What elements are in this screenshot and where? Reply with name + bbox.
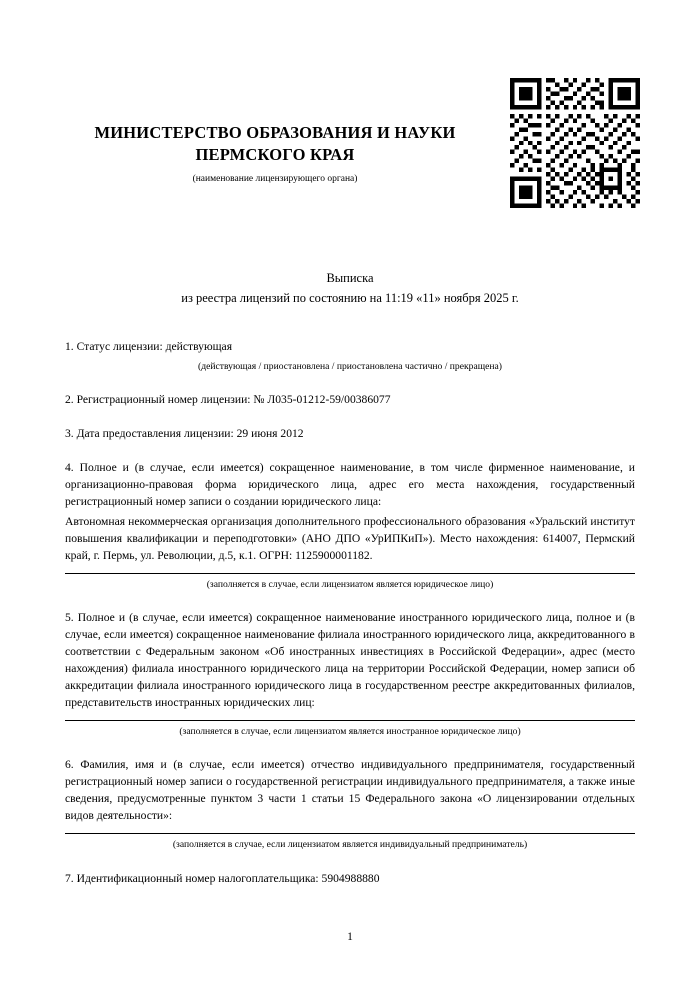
item-4-note: (заполняется в случае, если лицензиатом является юридическое лицо)	[206, 578, 494, 590]
document-title	[65, 268, 635, 308]
item-4-legal-entity-value: Автономная некоммерческая организация дополнительного профессионального образования «Уральский институт повышения квалификации и переподготовки» (АНО ДПО «УрИПКиП»). Место нахождения: 614007, Пермский край, г. Пермь, ул. Революции, д.5, к.1. ОГРН: 1125900001182.	[65, 514, 635, 562]
issuing-authority-title: МИНИСТЕРСТВО ОБРАЗОВАНИЯ И НАУКИ ПЕРМСКОГО КРАЯ	[94, 123, 456, 165]
item-5-note: (заполняется в случае, если лицензиатом является иностранное юридическое лицо)	[179, 726, 521, 738]
item-5-rule	[65, 720, 635, 721]
item-6-note: (заполняется в случае, если лицензиатом является индивидуальный предприниматель)	[172, 839, 528, 851]
item-4-legal-entity-label: 4. Полное и (в случае, если имеется) сокращенное наименование, в том числе фирменное наименование, и организационно-правовая форма юридического лица, адрес его места нахождения, государственный регистрационный номер записи о создании юридического лица:	[65, 460, 635, 508]
item-4-rule	[65, 573, 635, 574]
item-2-registration-number: 2. Регистрационный номер лицензии: № Л035-01212-59/00386077	[65, 392, 391, 406]
item-1-note: (действующая / приостановлена / приостановлена частично / прекращена)	[198, 360, 502, 372]
item-5-foreign-entity-label: 5. Полное и (в случае, если имеется) сокращенное наименование иностранного юридического лица, полное и (в случае, если имеется) сокращенное наименование филиала иностранного юридического лица, аккредитованного в соответствии с Федеральным законом «Об иностранных инвестициях в Российской Федерации», адрес (место нахождения) филиала иностранного юридического лица на территории Российской Федерации, номер записи об аккредитации филиала иностранного юридического лица в государственном реестре аккредитованных филиалов, представительств иностранных юридических лиц:	[65, 611, 635, 710]
document-title-line2: из реестра лицензий по состоянию на 11:19 «11» ноября 2025 г.	[181, 290, 519, 305]
item-6-rule	[65, 833, 635, 834]
document-title-line1: Выписка	[326, 270, 374, 285]
document-body	[65, 338, 635, 887]
issuing-authority-caption: (наименование лицензирующего органа)	[192, 173, 358, 184]
item-1-status: 1. Статус лицензии: действующая	[65, 339, 233, 353]
page-number: 1	[347, 931, 353, 943]
item-6-individual-entrepreneur-label: 6. Фамилия, имя и (в случае, если имеется) отчество индивидуального предпринимателя, государственный регистрационный номер записи о государственной регистрации индивидуального предпринимателя, а также иные сведения, предусмотренные пунктом 3 части 1 статьи 15 Федерального закона «О лицензировании отдельных видов деятельности»:	[65, 758, 635, 823]
qr-code-icon	[510, 78, 640, 208]
item-3-issue-date: 3. Дата предоставления лицензии: 29 июня 2012	[65, 426, 304, 440]
item-7-taxpayer-number: 7. Идентификационный номер налогоплательщика: 5904988880	[65, 871, 380, 885]
